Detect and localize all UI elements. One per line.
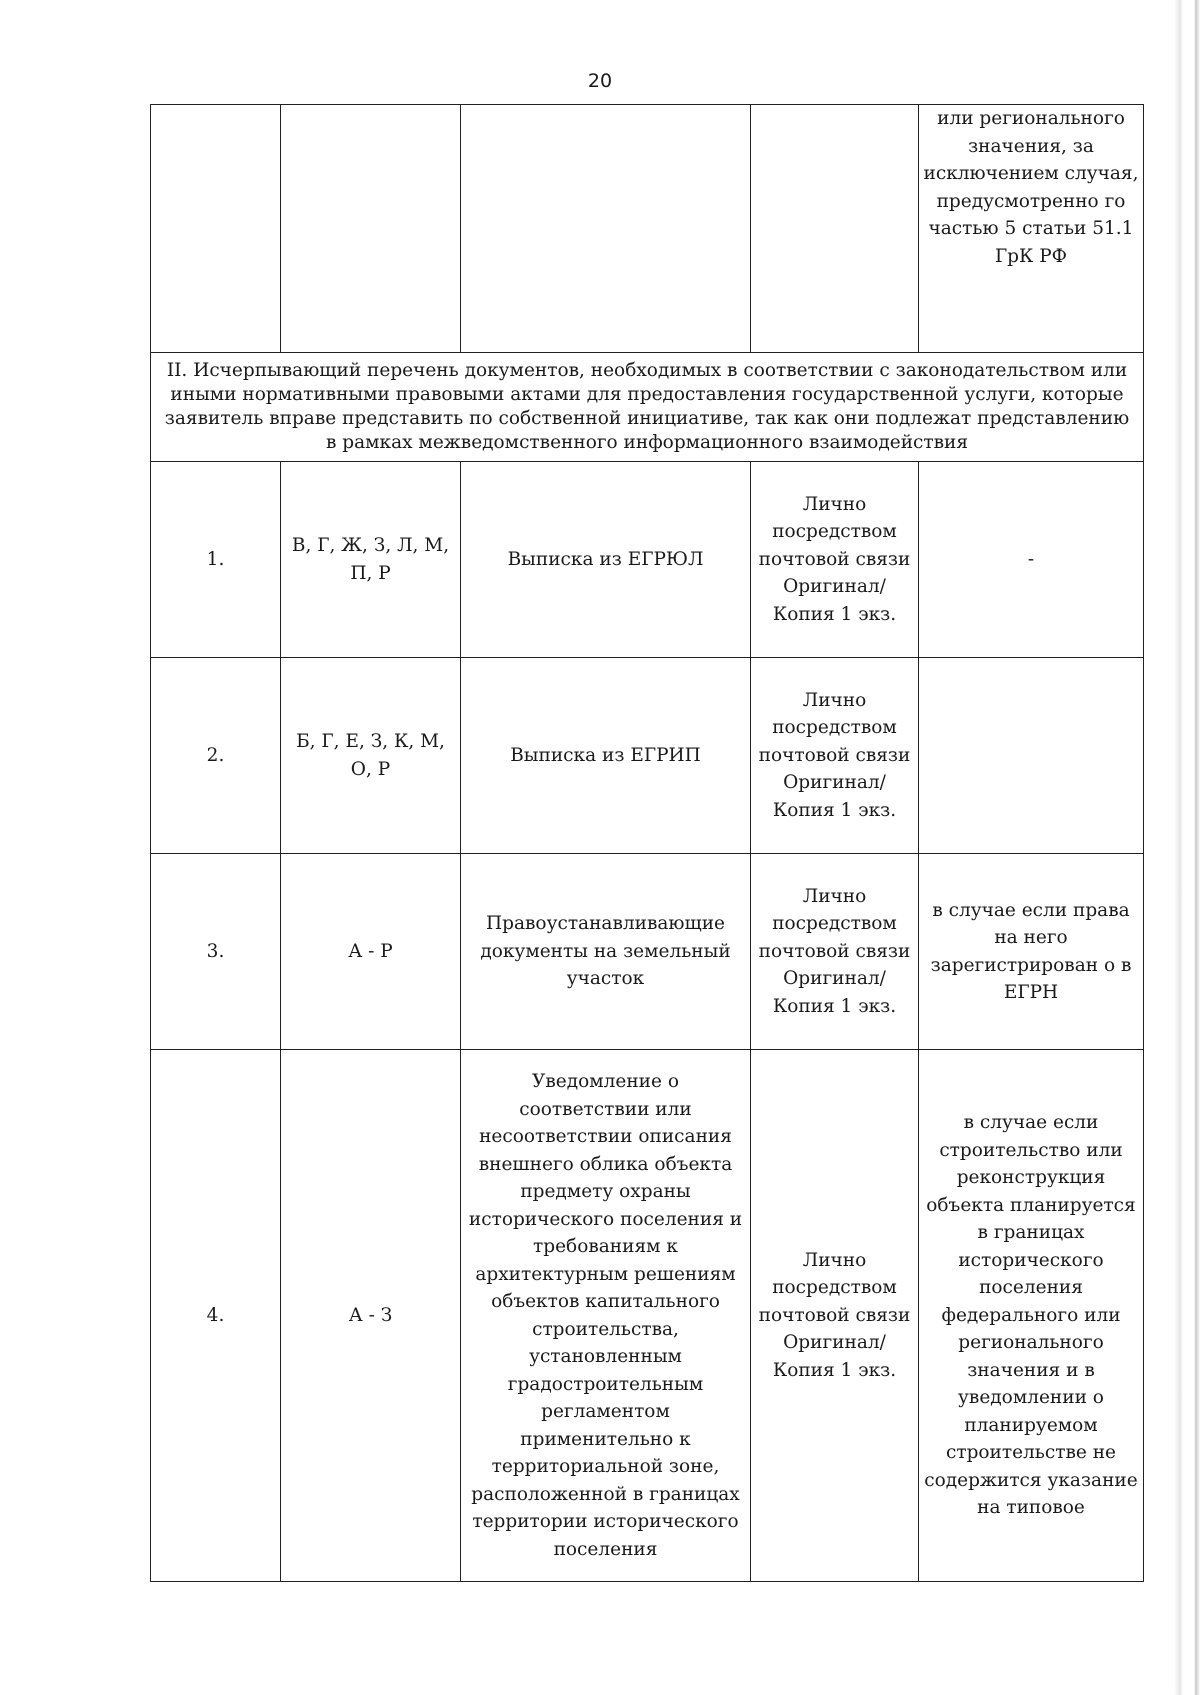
section-heading-row (151, 353, 1144, 462)
scan-page-edge (1174, 0, 1200, 1695)
cell-note: - (919, 462, 1144, 658)
cell-document: Выписка из ЕГРЮЛ (461, 462, 751, 658)
table-row (151, 462, 1144, 658)
cell-note (919, 658, 1144, 854)
cell-note: в случае если права на него зарегистрирован о в ЕГРН (919, 854, 1144, 1050)
cell-note: в случае если строительство или реконструкция объекта планируется в границах исторического поселения федерального или регионального значения и в уведомлении о планируемом строительстве не содержится указание на типовое (919, 1050, 1144, 1582)
cell-number: 2. (151, 658, 281, 854)
cell-submission: Лично посредством почтовой связи Оригинал/Копия 1 экз. (751, 854, 919, 1050)
cell-categories: А - Р (281, 854, 461, 1050)
cell-submission: Лично посредством почтовой связи Оригинал/Копия 1 экз. (751, 1050, 919, 1582)
section-heading: II. Исчерпывающий перечень документов, необходимых в соответствии с законодательством или иными нормативными правовыми актами для предоставления государственной услуги, которые заявитель вправе представить по собственной инициативе, так как они подлежат представлению в рамках межведомственного информационного взаимодействия (151, 353, 1144, 462)
table-row (151, 1050, 1144, 1582)
cell-number (151, 105, 281, 353)
cell-document: Уведомление о соответствии или несоответствии описания внешнего облика объекта предмету охраны исторического поселения и требованиям к архитектурным решениям объектов капитального строительства, установленным градостроительным регламентом применительно к территориальной зоне, расположенной в границах территории исторического поселения (461, 1050, 751, 1582)
cell-categories (281, 105, 461, 353)
cell-categories: В, Г, Ж, З, Л, М, П, Р (281, 462, 461, 658)
cell-number: 4. (151, 1050, 281, 1582)
cell-document (461, 105, 751, 353)
table-row-continued (151, 105, 1144, 353)
cell-categories: Б, Г, Е, З, К, М, О, Р (281, 658, 461, 854)
cell-document: Правоустанавливающие документы на земельный участок (461, 854, 751, 1050)
cell-categories: А - З (281, 1050, 461, 1582)
cell-note: или регионального значения, за исключением случая, предусмотренно го частью 5 статьи 51.1 ГрК РФ (919, 105, 1144, 353)
cell-number: 3. (151, 854, 281, 1050)
cell-number: 1. (151, 462, 281, 658)
cell-submission (751, 105, 919, 353)
table-row (151, 854, 1144, 1050)
cell-document: Выписка из ЕГРИП (461, 658, 751, 854)
page-number: 20 (587, 70, 613, 92)
cell-submission: Лично посредством почтовой связи Оригинал/Копия 1 экз. (751, 658, 919, 854)
documents-table (150, 104, 1144, 1582)
cell-submission: Лично посредством почтовой связи Оригинал/Копия 1 экз. (751, 462, 919, 658)
table-row (151, 658, 1144, 854)
